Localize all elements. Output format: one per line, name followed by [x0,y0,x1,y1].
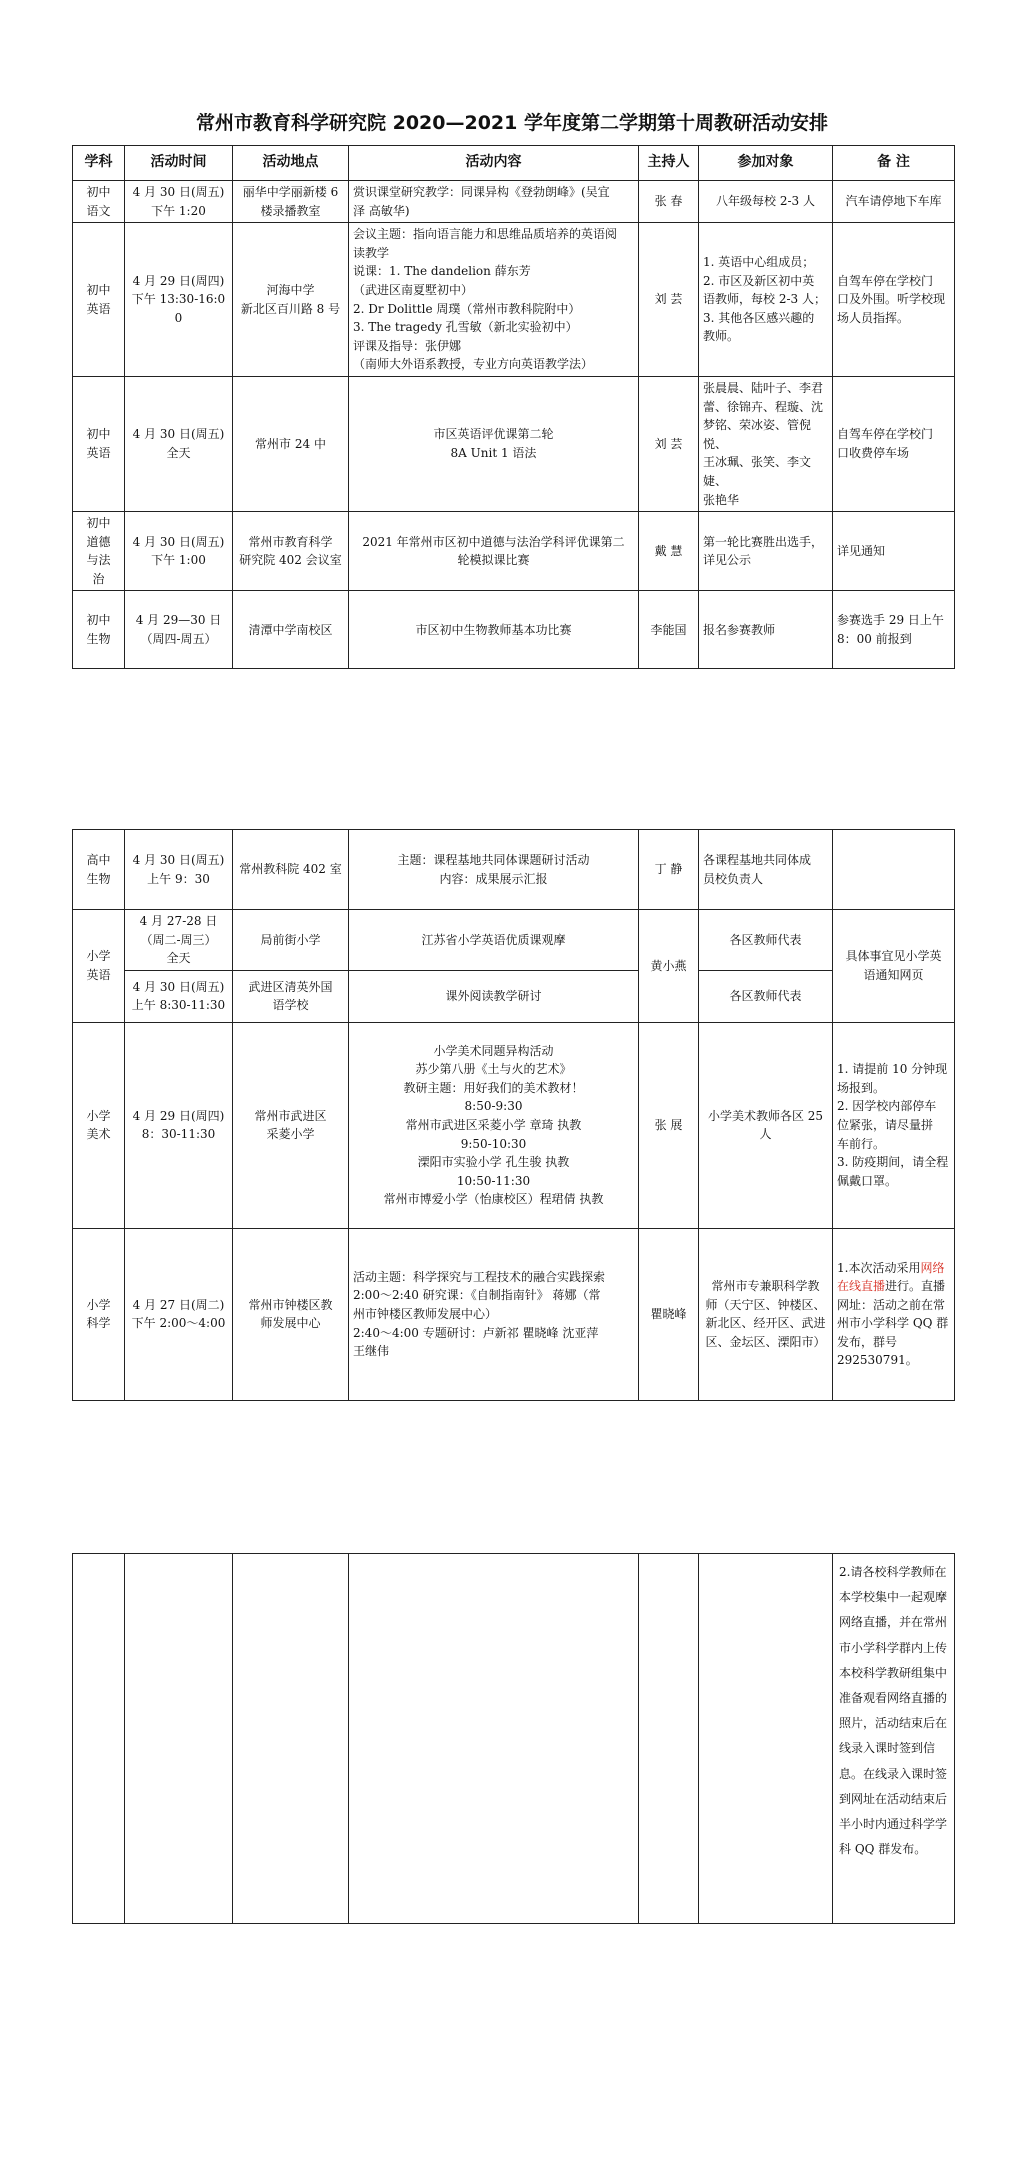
cell-host: 张 展 [639,1022,699,1228]
header-content: 活动内容 [349,146,639,181]
table-row [73,970,955,1022]
cell-target: 常州市专兼职科学教 师（天宁区、钟楼区、 新北区、经开区、武进 区、金坛区、溧阳市） [699,1228,833,1400]
cell-place: 常州市 24 中 [233,376,349,511]
cell-empty [73,1554,125,1924]
cell-subject: 小学 科学 [73,1228,125,1400]
cell-place: 武进区清英外国 语学校 [233,970,349,1022]
cell-host: 刘 芸 [639,376,699,511]
cell-content: 主题：课程基地共同体课题研讨活动 内容：成果展示汇报 [349,830,639,910]
cell-target: 报名参赛教师 [699,591,833,669]
cell-subject: 初中 语文 [73,181,125,223]
cell-host: 丁 静 [639,830,699,910]
cell-place: 常州市教育科学 研究院 402 会议室 [233,512,349,591]
cell-target: 1. 英语中心组成员； 2. 市区及新区初中英 语教师，每校 2-3 人； 3. 其他各区感兴趣的 教师。 [699,223,833,377]
page-title: 常州市教育科学研究院 2020—2021 学年度第二学期第十周教研活动安排 [196,112,828,134]
cell-content: 市区初中生物教师基本功比赛 [349,591,639,669]
cell-note: 自驾车停在学校门 口及外围。听学校现 场人员指挥。 [833,223,955,377]
table-row [73,223,955,377]
cell-time: 4 月 29 日(周四) 下午 13:30-16:00 [125,223,233,377]
cell-note: 具体事宜见小学英 语通知网页 [833,910,955,1023]
note-text-b: 进行。直播 网址：活动之前在常 州市小学科学 QQ 群 发布，群号 292530791。 [837,1279,949,1368]
cell-target: 八年级每校 2-3 人 [699,181,833,223]
cell-host: 戴 慧 [639,512,699,591]
cell-time: 4 月 27-28 日 （周二-周三） 全天 [125,910,233,971]
cell-time: 4 月 29 日(周四) 8：30-11:30 [125,1022,233,1228]
table-row [73,910,955,971]
cell-empty [349,1554,639,1924]
cell-time: 4 月 27 日(周二) 下午 2:00～4:00 [125,1228,233,1400]
cell-subject: 高中 生物 [73,830,125,910]
cell-host: 刘 芸 [639,223,699,377]
table-row [73,1228,955,1400]
table-row [73,512,955,591]
table-header-row [73,146,955,181]
header-time: 活动时间 [125,146,233,181]
table-row [73,1554,955,1924]
header-note: 备 注 [833,146,955,181]
cell-note: 详见通知 [833,512,955,591]
cell-target: 各区教师代表 [699,970,833,1022]
header-place: 活动地点 [233,146,349,181]
cell-subject: 小学 英语 [73,910,125,1023]
cell-note: 1. 请提前 10 分钟现 场报到。 2. 因学校内部停车 位紧张，请尽量拼 车前行。 3. 防疫期间，请全程 佩戴口罩。 [833,1022,955,1228]
cell-empty [233,1554,349,1924]
cell-note: 自驾车停在学校门 口收费停车场 [833,376,955,511]
cell-note: 2.请各校科学教师在本学校集中一起观摩网络直播，并在常州市小学科学群内上传本校科学教研组集中准备观看网络直播的照片，活动结束后在线录入课时签到信息。在线录入课时签到网址在活动结束后半小时内通过科学学科 QQ 群发布。 [833,1554,955,1924]
cell-host: 黄小燕 [639,910,699,1023]
table-row [73,1022,955,1228]
cell-time: 4 月 29—30 日 （周四-周五） [125,591,233,669]
cell-time: 4 月 30 日(周五) 全天 [125,376,233,511]
cell-content: 2021 年常州市区初中道德与法治学科评优课第二 轮模拟课比赛 [349,512,639,591]
cell-place: 丽华中学丽新楼 6 楼录播教室 [233,181,349,223]
cell-note [833,1228,955,1400]
cell-subject: 初中 生物 [73,591,125,669]
cell-empty [699,1554,833,1924]
cell-place: 常州市武进区 采菱小学 [233,1022,349,1228]
schedule-table-2 [72,829,955,1401]
header-host: 主持人 [639,146,699,181]
cell-content: 市区英语评优课第二轮 8A Unit 1 语法 [349,376,639,511]
schedule-table-1 [72,145,955,669]
cell-note: 汽车请停地下车库 [833,181,955,223]
cell-place: 河海中学 新北区百川路 8 号 [233,223,349,377]
cell-target: 各区教师代表 [699,910,833,971]
note-text-a: 1.本次活动采用 [837,1260,921,1275]
cell-target: 小学美术教师各区 25 人 [699,1022,833,1228]
cell-target: 张晨晨、陆叶子、李君 蕾、徐锦卉、程璇、沈 梦铭、荣冰姿、管倪悦、 王冰珮、张笑、李文婕、 张艳华 [699,376,833,511]
cell-note: 参赛选手 29 日上午 8：00 前报到 [833,591,955,669]
cell-subject: 小学 美术 [73,1022,125,1228]
cell-content: 课外阅读教学研讨 [349,970,639,1022]
cell-host: 瞿晓峰 [639,1228,699,1400]
cell-subject: 初中 英语 [73,223,125,377]
cell-content: 小学美术同题异构活动 苏少第八册《土与火的艺术》 教研主题：用好我们的美术教材！ 8:50-9:30 常州市武进区采菱小学 章琦 执教 9:50-10:30 溧阳市实验小学 孔生骏 执教 10:50-11:30 常州市博爱小学（怡康校区）程珺倩 执教 [349,1022,639,1228]
cell-target: 各课程基地共同体成 员校负责人 [699,830,833,910]
table-row [73,376,955,511]
cell-content: 会议主题：指向语言能力和思维品质培养的英语阅 读教学 说课：1. The dandelion 薛东芳 （武进区南夏墅初中） 2. Dr Dolittle 周璞（常州市教科院附中） 3. The tragedy 孔雪敏（新北实验初中） 评课及指导：张伊娜 （南师大外语系教授，专业方向英语教学法） [349,223,639,377]
table-row [73,181,955,223]
cell-host: 李能国 [639,591,699,669]
cell-subject: 初中 道德 与法 治 [73,512,125,591]
cell-time: 4 月 30 日(周五) 上午 8:30-11:30 [125,970,233,1022]
table-row [73,591,955,669]
cell-time: 4 月 30 日(周五) 下午 1:20 [125,181,233,223]
cell-target: 第一轮比赛胜出选手， 详见公示 [699,512,833,591]
cell-note [833,830,955,910]
cell-host: 张 春 [639,181,699,223]
cell-time: 4 月 30 日(周五) 上午 9：30 [125,830,233,910]
cell-content: 赏识课堂研究教学：同课异构《登勃朗峰》(吴宜 泽 高敏华) [349,181,639,223]
cell-content: 活动主题：科学探究与工程技术的融合实践探索 2:00～2:40 研究课：《自制指南针》 蒋娜（常 州市钟楼区教师发展中心） 2:40～4:00 专题研讨：卢新祁 瞿晓峰 沈亚萍 王继伟 [349,1228,639,1400]
table-row [73,830,955,910]
schedule-table-3 [72,1553,955,1924]
cell-empty [639,1554,699,1924]
cell-time: 4 月 30 日(周五) 下午 1:00 [125,512,233,591]
cell-place: 局前街小学 [233,910,349,971]
note-live-stream-highlight: 网络 在线直播 [837,1260,945,1294]
cell-empty [125,1554,233,1924]
cell-place: 常州市钟楼区教 师发展中心 [233,1228,349,1400]
cell-place: 常州教科院 402 室 [233,830,349,910]
header-subject: 学科 [73,146,125,181]
cell-content: 江苏省小学英语优质课观摩 [349,910,639,971]
cell-place: 清潭中学南校区 [233,591,349,669]
cell-subject: 初中 英语 [73,376,125,511]
header-target: 参加对象 [699,146,833,181]
